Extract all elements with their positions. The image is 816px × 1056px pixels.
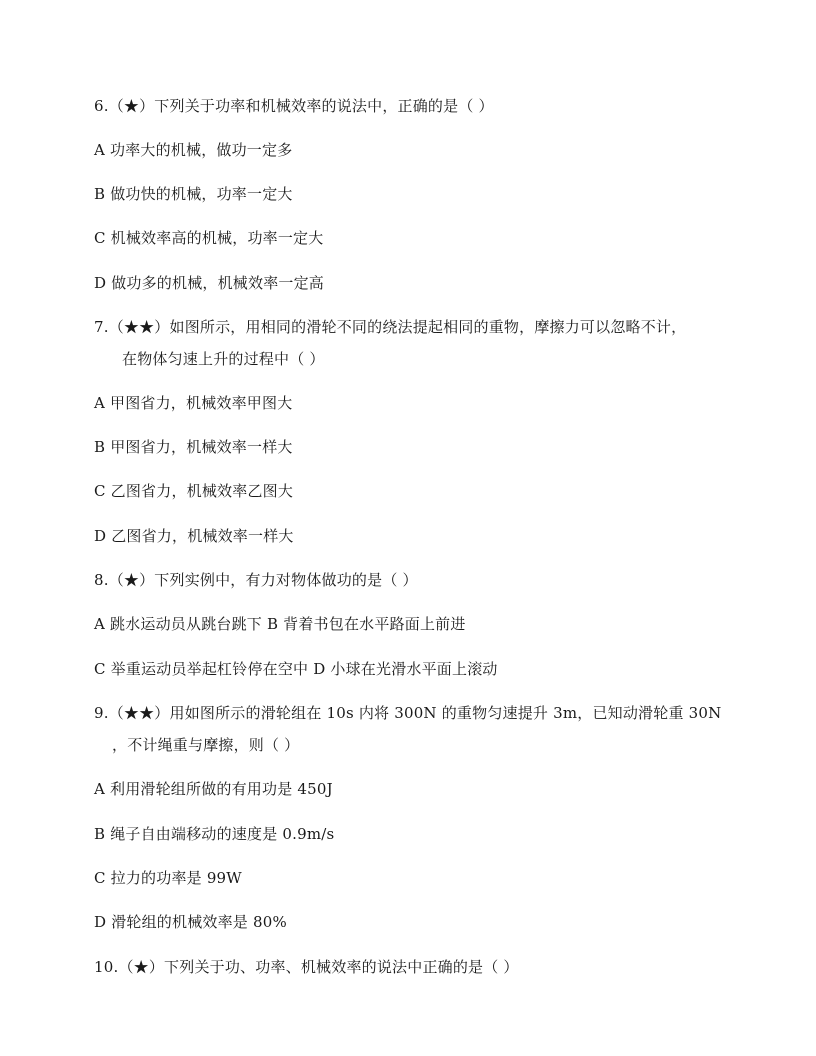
question-6-stem: 6.（★）下列关于功率和机械效率的说法中，正确的是（ ）	[94, 97, 494, 115]
question-8-options-cd: C 举重运动员举起杠铃停在空中 D 小球在光滑水平面上滚动	[94, 660, 498, 678]
question-6-option-b: B 做功快的机械，功率一定大	[94, 185, 293, 203]
question-7-option-d: D 乙图省力，机械效率一样大	[94, 527, 294, 545]
question-9-option-d: D 滑轮组的机械效率是 80%	[94, 913, 287, 931]
question-6-option-a: A 功率大的机械，做功一定多	[94, 141, 293, 159]
question-9-stem-continued: ，不计绳重与摩擦，则（ ）	[112, 736, 300, 754]
question-7-stem-continued: 在物体匀速上升的过程中（ ）	[122, 350, 325, 368]
question-9-stem: 9.（★★）用如图所示的滑轮组在 10s 内将 300N 的重物匀速提升 3m，已知动滑轮重 30N	[94, 704, 722, 722]
question-7-stem: 7.（★★）如图所示，用相同的滑轮不同的绕法提起相同的重物，摩擦力可以忽略不计，	[94, 318, 687, 336]
question-8-options-ab: A 跳水运动员从跳台跳下 B 背着书包在水平路面上前进	[94, 615, 466, 633]
question-7-option-b: B 甲图省力，机械效率一样大	[94, 438, 293, 456]
question-9-option-b: B 绳子自由端移动的速度是 0.9m/s	[94, 825, 335, 843]
question-7-option-a: A 甲图省力，机械效率甲图大	[94, 394, 293, 412]
question-8-stem: 8.（★）下列实例中，有力对物体做功的是（ ）	[94, 571, 418, 589]
question-6-option-c: C 机械效率高的机械，功率一定大	[94, 229, 324, 247]
question-10-stem: 10.（★）下列关于功、功率、机械效率的说法中正确的是（ ）	[94, 958, 519, 976]
question-7-option-c: C 乙图省力，机械效率乙图大	[94, 482, 294, 500]
question-6-option-d: D 做功多的机械，机械效率一定高	[94, 274, 324, 292]
question-9-option-a: A 利用滑轮组所做的有用功是 450J	[94, 780, 333, 798]
question-9-option-c: C 拉力的功率是 99W	[94, 869, 242, 887]
